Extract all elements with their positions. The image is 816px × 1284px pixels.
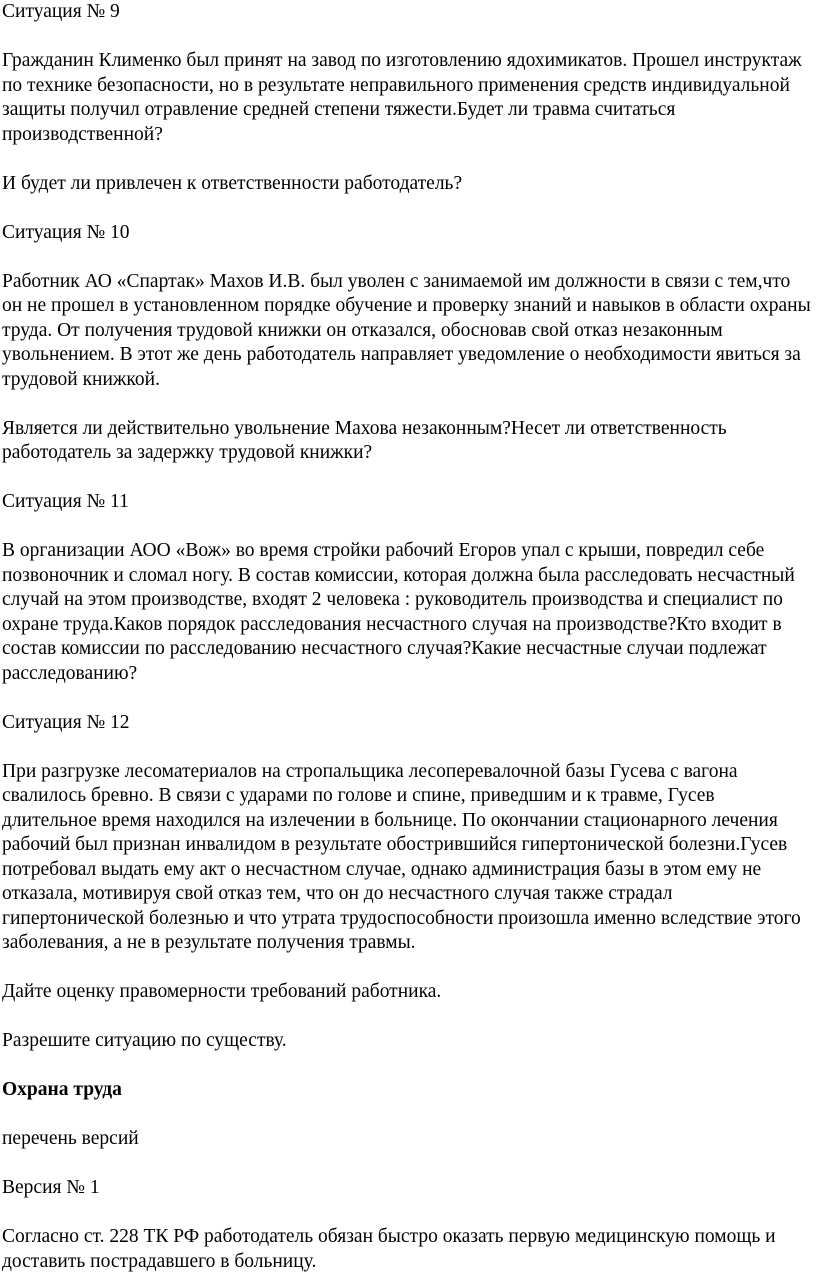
situation-9-text: Гражданин Клименко был принят на завод по изготовлению ядохимикатов. Прошел инструктаж по технике безопасности, но в результате неправильного применения средств индивидуальной защиты получил отравление средней степени тяжести.Будет ли травма считаться производственной? [2,50,802,145]
document-page [2,0,814,1274]
situation-12-text: При разгрузке лесоматериалов на стропальщика лесоперевалочной базы Гусева с вагона свалилось бревно. В связи с ударами по голове и спине, приведшим и к травме, Гусев длительное время находился на излечении в больнице. По окончании стационарного лечения рабочий был признан инвалидом в результате обострившийся гипертонической болезни.Гусев потребовал выдать ему акт о несчастном случае, однако администрация базы в этом ему не отказала, мотивируя свой отказ тем, что он до несчастного случая также страдал гипертонической болезнью и что утрата трудоспособности произошла именно вследствие этого заболевания, а не в результате получения травмы. [2,760,801,953]
situation-10-question: Является ли действительно увольнение Махова незаконным?Несет ли ответственность работодатель за задержку трудовой книжки? [2,417,727,463]
version-1-heading: Версия № 1 [2,1177,100,1198]
situation-12-heading: Ситуация № 12 [2,711,130,733]
version-1-text: Согласно ст. 228 ТК РФ работодатель обязан быстро оказать первую медицинскую помощь и доставить пострадавшего в больницу. [2,1226,776,1272]
versions-list-label: перечень версий [2,1128,139,1149]
situation-9-heading: Ситуация № 9 [2,1,120,22]
situation-9-question: И будет ли привлечен к ответственности работодатель? [2,172,463,194]
situation-12-task-1: Дайте оценку правомерности требований работника. [2,981,442,1002]
situation-11-heading: Ситуация № 11 [2,491,129,512]
situation-12-task-2: Разрешите ситуацию по существу. [2,1030,287,1051]
situation-11-text: В организации АОО «Вож» во время стройки рабочий Егоров упал с крыши, повредил себе позвоночник и сломал ногу. В состав комиссии, которая должна была расследовать несчастный случай на этом производстве, входят 2 человека : руководитель производства и специалист по охране труда.Каков порядок расследования несчастного случая на производстве?Кто входит в состав комиссии по расследованию несчастного случая?Какие несчастные случаи подлежат расследованию? [2,540,795,684]
situation-10-heading: Ситуация № 10 [2,221,130,243]
situation-10-text: Работник АО «Спартак» Махов И.В. был уволен с занимаемой им должности в связи с тем,что он не прошел в установленном порядке обучение и проверку знаний и навыков в области охраны труда. От получения трудовой книжки он отказался, обосновав свой отказ незаконным увольнением. В этот же день работодатель направляет уведомление о необходимости явиться за трудовой книжкой. [2,270,811,390]
section-title: Охрана труда [2,1079,122,1100]
